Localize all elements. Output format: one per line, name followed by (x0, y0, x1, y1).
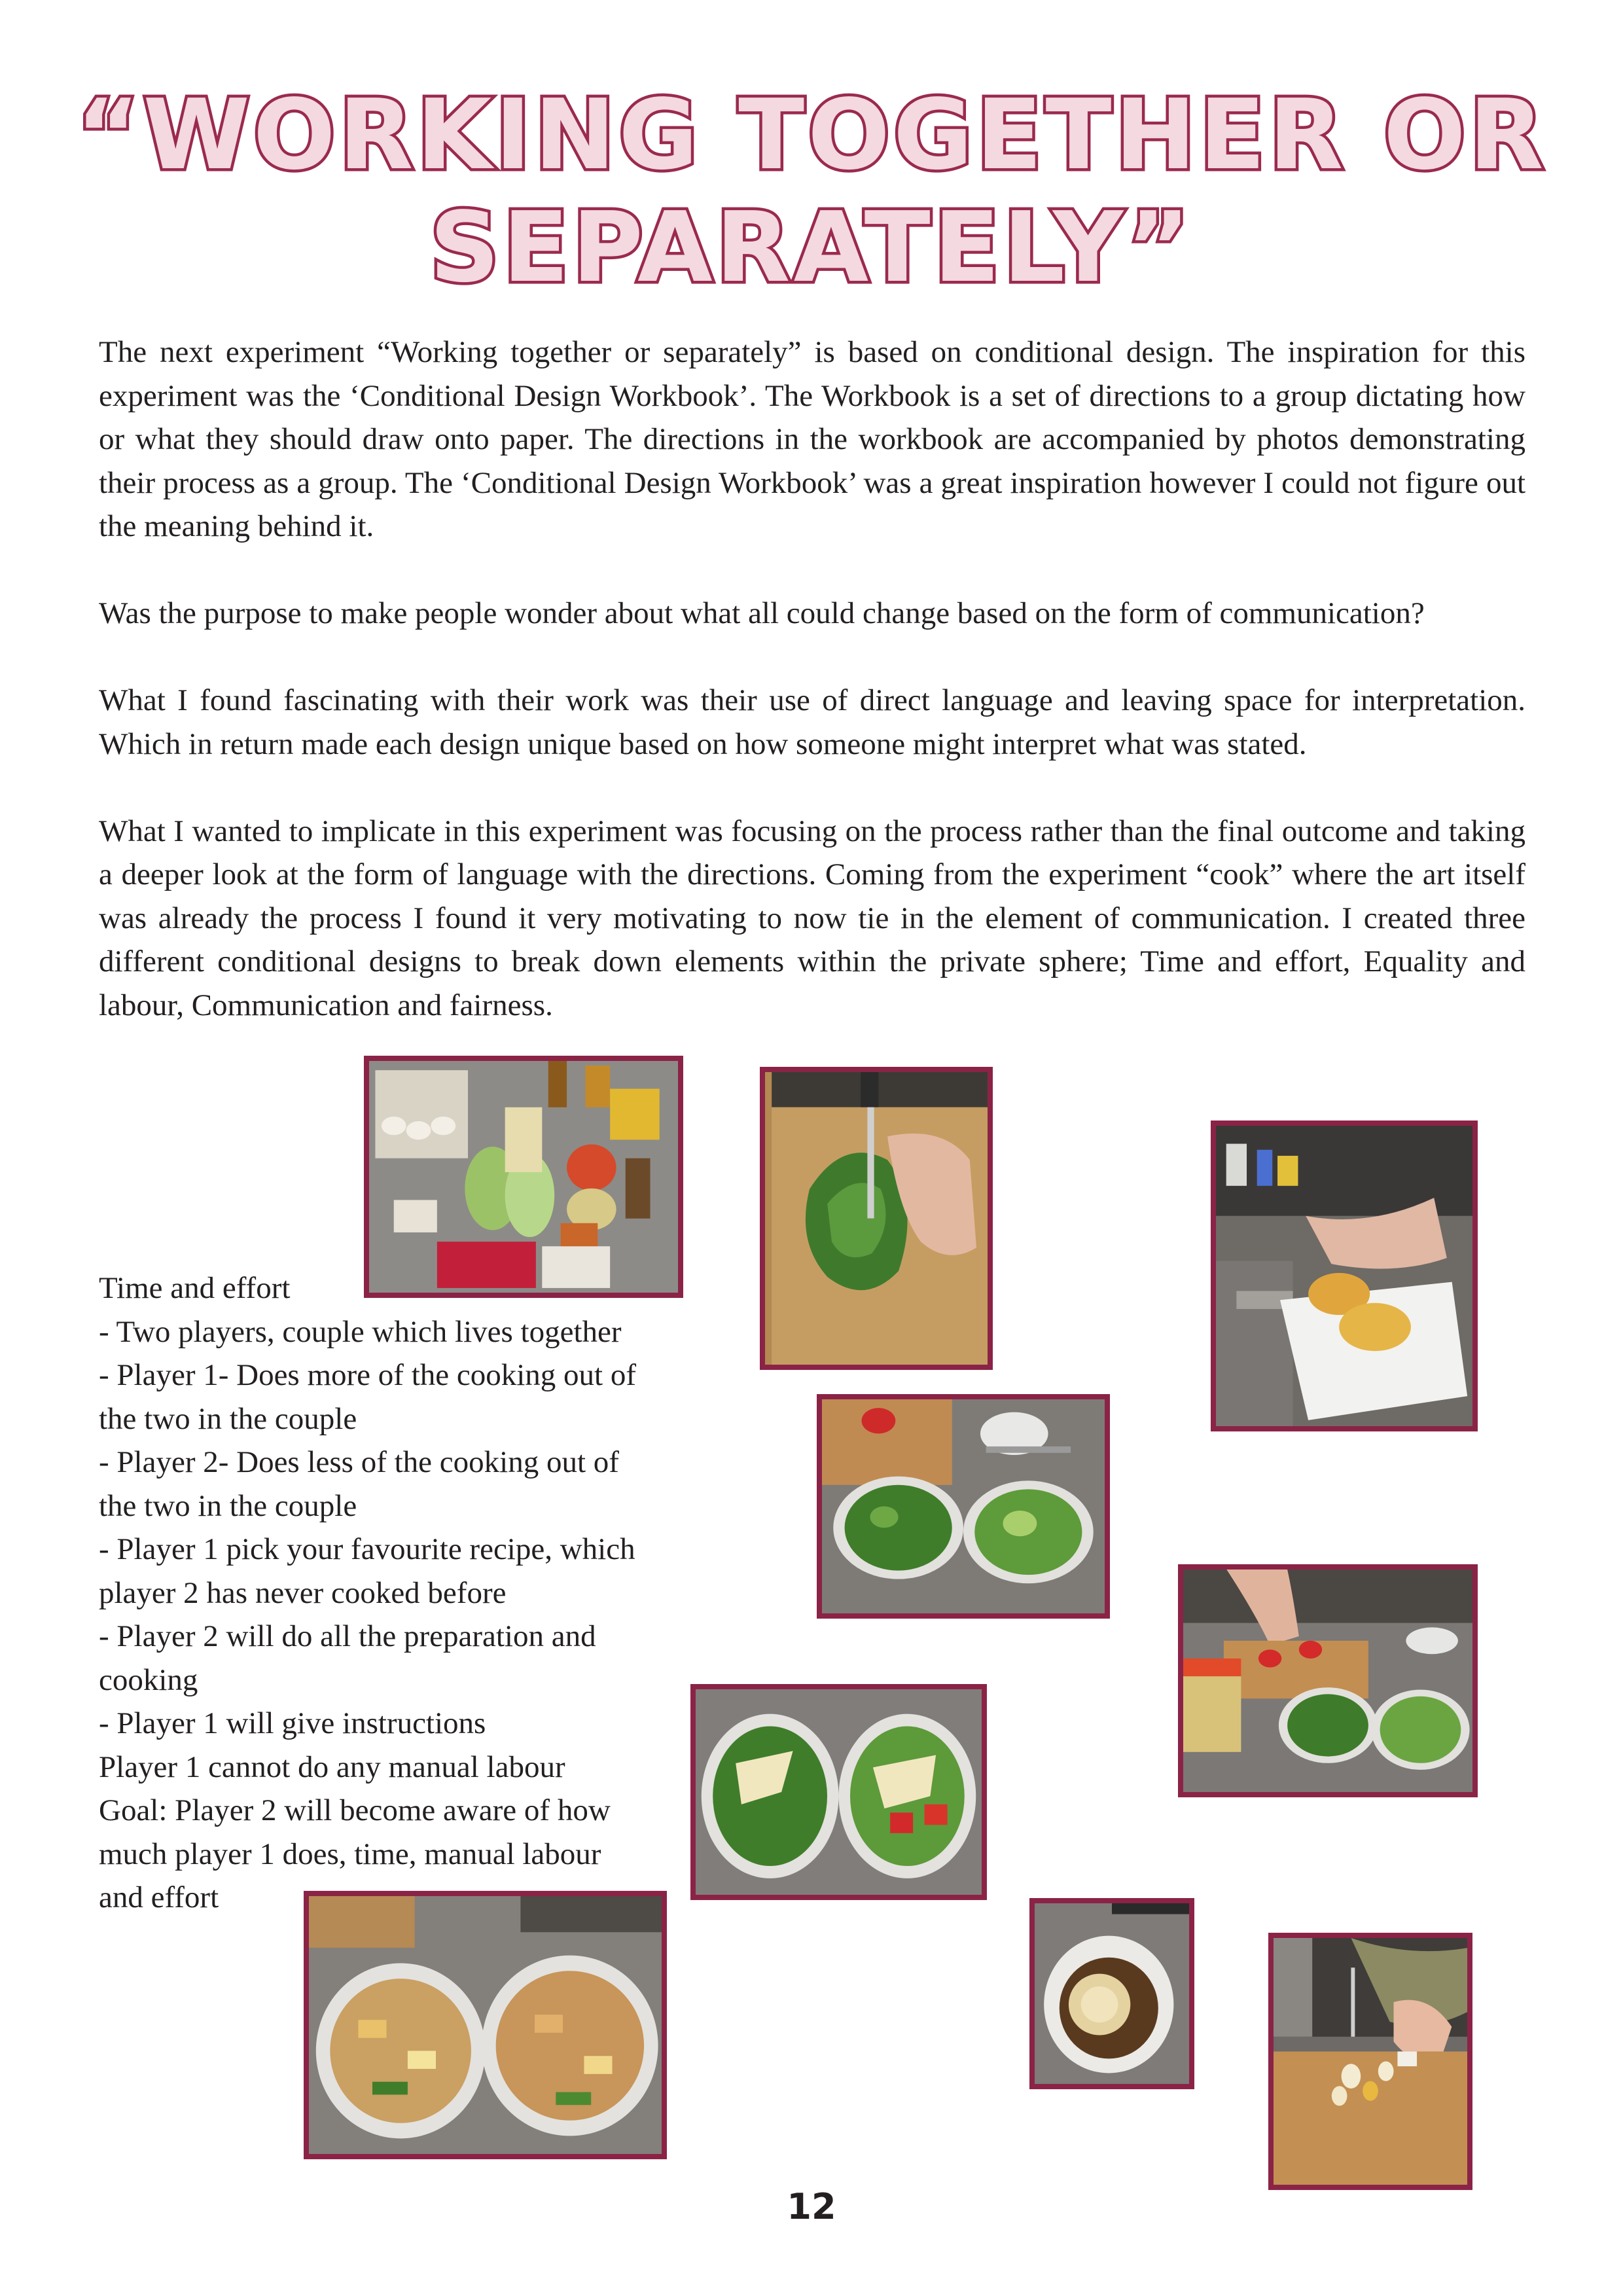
rule-line: - Player 1 pick your favourite recipe, which (99, 1532, 635, 1566)
page-number: 12 (787, 2186, 836, 2227)
photo-dressing-bowl (1029, 1898, 1194, 2089)
photo-salad-prep (1178, 1564, 1478, 1797)
paragraph-fascination: What I found fascinating with their work was their use of direct language and leaving space for interpretation. Which in return made each design unique based on how someone might interpret what was stated. (99, 683, 1525, 761)
rule-line: and effort (99, 1880, 219, 1914)
photo-croutons-bowls (304, 1891, 667, 2159)
paragraph-question: Was the purpose to make people wonder about what all could change based on the form of communication? (99, 596, 1425, 630)
rule-line: - Player 1- Does more of the cooking out of (99, 1358, 636, 1392)
photo-schnitzel-plate (1211, 1121, 1478, 1431)
rule-line: the two in the couple (99, 1488, 357, 1523)
rule-line: - Two players, couple which lives together (99, 1314, 622, 1349)
photo-lettuce-bowls (817, 1394, 1110, 1619)
rule-line: - Player 1 will give instructions (99, 1706, 486, 1740)
photo-chopping-lettuce (760, 1067, 993, 1370)
rule-line: Goal: Player 2 will become aware of how (99, 1793, 611, 1827)
rules-heading: Time and effort (99, 1271, 291, 1305)
photo-salads-parmesan (690, 1684, 987, 1900)
photo-chopping-egg (1268, 1933, 1472, 2190)
rule-line: - Player 2- Does less of the cooking out of (99, 1445, 619, 1479)
rule-line: - Player 2 will do all the preparation and (99, 1619, 596, 1653)
rule-line: player 2 has never cooked before (99, 1575, 507, 1610)
rule-line: the two in the couple (99, 1401, 357, 1436)
rule-line: Player 1 cannot do any manual labour (99, 1749, 565, 1784)
rule-line: cooking (99, 1662, 198, 1697)
rule-line: much player 1 does, time, manual labour (99, 1837, 601, 1871)
paragraph-implication: What I wanted to implicate in this experiment was focusing on the process rather than the final outcome and taking a deeper look at the form of language with the directions. Coming from the experiment “cook” where the art itself was already the process I found it very motivating to now tie in the element of communication. I created three different conditional designs to break down elements within the private sphere; Time and effort, Equality and labour, Communication and fairness. (99, 814, 1525, 1022)
paragraph-intro: The next experiment “Working together or separately” is based on conditional design. The inspiration for this experiment was the ‘Conditional Design Workbook’. The Workbook is a set of directions to a group dictating how or what they should draw onto paper. The directions in the workbook are accompanied by photos demonstrating their process as a group. The ‘Conditional Design Workbook’ was a great inspiration however I could not figure out the meaning behind it. (99, 335, 1525, 543)
time-and-effort-rules (99, 1266, 688, 1920)
page-title: “WORKING TOGETHER OR SEPARATELY” (76, 79, 1547, 304)
photo-ingredients (364, 1056, 683, 1298)
body-text (99, 331, 1525, 1027)
